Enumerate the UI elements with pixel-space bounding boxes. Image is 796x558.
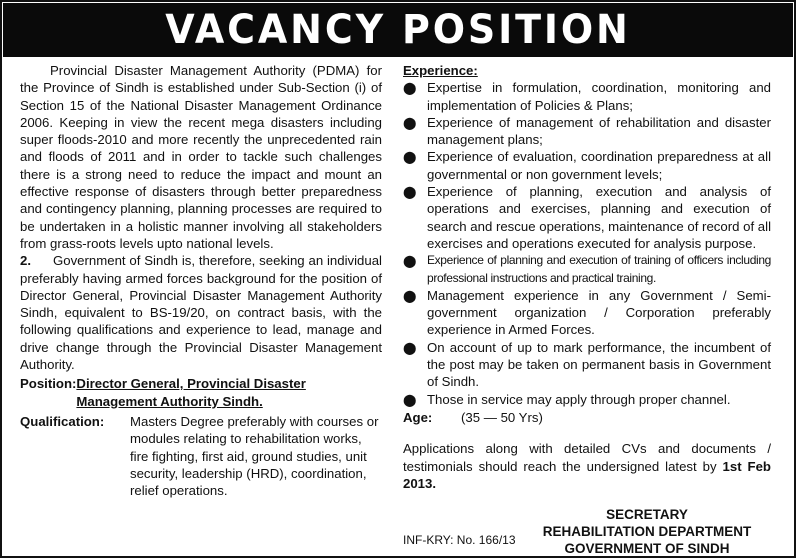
list-item: ⬤ Those in service may apply through proper channel. [403, 391, 771, 409]
intro-paragraph [20, 62, 382, 252]
intro-text: Provincial Disaster Management Authority (PDMA) for the Province of Sindh is established under Sub-Section (i) of Section 15 of the National Disaster Management Ordinance 2006. Keeping in view the recent mega disasters including super floods-2010 and more recently the unprecedented rain and floods of 2011 and in order to tackle such challenges there is a strong need to reduce the impact and mount an effective response of disasters through better preparedness and contingency planning, planning processes are required to be undertaken in a holistic manner involving all stakeholders from grass-roots levels upto national levels. [20, 63, 382, 251]
paragraph-2-text: Government of Sindh is, therefore, seeking an individual preferably having armed forces background for the position of Director General, Provincial Disaster Management Authority Sindh, equivalent to BS-19/20, on contract basis, with the following qualifications and experience to lead, manage and drive change through the Provincial Disaster Management Authority. [20, 253, 382, 373]
list-item: ⬤ Experience of planning and execution of training of officers including professional instructions and practical training. [403, 252, 771, 287]
position-value: Director General, Provincial Disaster Management Authority Sindh. [76, 376, 306, 409]
paragraph-number: 2. [20, 253, 31, 269]
position-label: Position: [20, 376, 77, 392]
bullet-icon: ⬤ [403, 185, 417, 200]
title-banner [3, 3, 793, 57]
right-column [403, 62, 771, 557]
list-item: ⬤ Experience of planning, execution and analysis of operations and exercises, planning and execution of search and rescue operations, maintenance of record of all exercises and operations executed for analysis purpose. [403, 184, 771, 251]
list-item: ⬤ Management experience in any Government / Semi-government organization / Corporation preferably experience in Armed Forces. [403, 287, 771, 338]
page-title: VACANCY POSITION [165, 7, 631, 53]
list-item: ⬤ Expertise in formulation, coordination, monitoring and implementation of Policies & Plans; [403, 80, 771, 113]
age-label: Age: [403, 409, 433, 425]
reference-number: INF-KRY: No. 166/13 [403, 533, 516, 547]
signatory-title: SECRETARY [606, 507, 688, 523]
bullet-icon: ⬤ [403, 115, 417, 130]
paragraph-2 [20, 252, 382, 373]
experience-list [403, 79, 771, 409]
apply-text: Applications along with detailed CVs and documents / testimonials should reach the undersigned latest by [403, 441, 771, 474]
experience-heading: Experience: [403, 63, 478, 78]
list-item: ⬤ Experience of management of rehabilitation and disaster management plans; [403, 114, 771, 148]
qualification-label: Qualification: [20, 413, 105, 429]
application-instructions [403, 440, 771, 492]
left-column [20, 62, 382, 499]
age-row [403, 409, 771, 426]
list-item: ⬤ Experience of evaluation, coordination preparedness at all governmental or non government levels; [403, 149, 771, 182]
bullet-icon: ⬤ [403, 340, 417, 355]
qualification-value: Masters Degree preferably with courses or modules relating to rehabilitation works, fire fighting, first aid, ground studies, unit security, leadership (HRD), coordination, relief operations. [130, 413, 379, 499]
age-value: (35 — 50 Yrs) [461, 409, 543, 425]
bullet-icon: ⬤ [403, 392, 417, 407]
signatory-department: REHABILITATION DEPARTMENT [542, 524, 752, 540]
deadline: 1st Feb 2013. [403, 458, 771, 491]
bullet-icon: ⬤ [403, 288, 417, 303]
bullet-icon: ⬤ [403, 254, 417, 269]
signature-block [403, 506, 771, 557]
qualification-row [20, 413, 382, 499]
bullet-icon: ⬤ [403, 150, 417, 165]
position-row [20, 375, 382, 410]
signatory-government: GOVERNMENT OF SINDH [564, 541, 730, 557]
bullet-icon: ⬤ [403, 81, 417, 96]
list-item: ⬤ On account of up to mark performance, the incumbent of the post may be taken on permanent basis in Government of Sindh. [403, 339, 771, 390]
